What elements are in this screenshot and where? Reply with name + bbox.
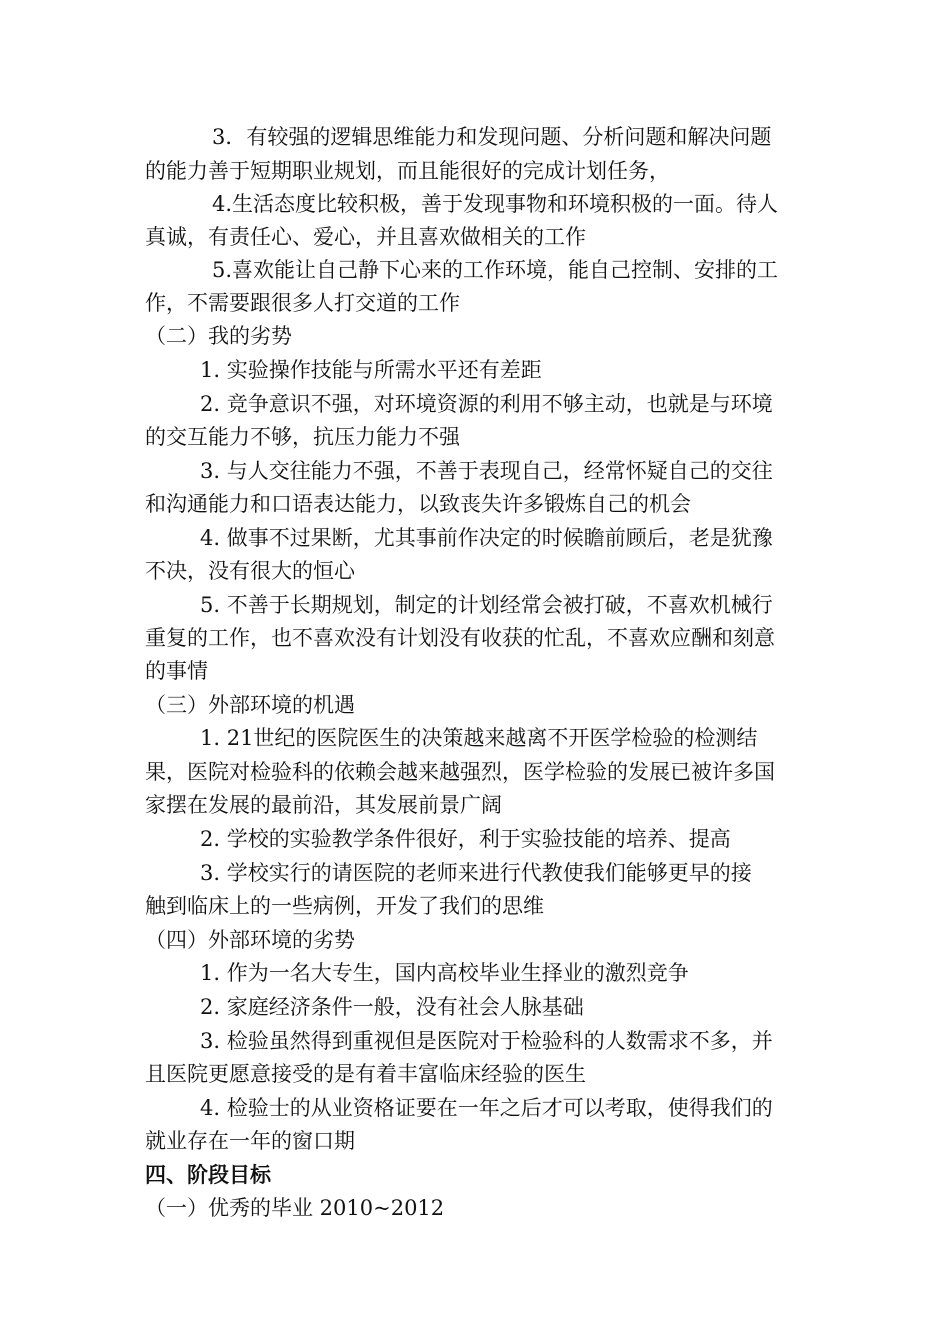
- text-line: 2. 家庭经济条件一般，没有社会人脉基础: [200, 995, 584, 1019]
- text-line: 1. 实验操作技能与所需水平还有差距: [200, 358, 542, 382]
- text-line: 3．有较强的逻辑思维能力和发现问题、分析问题和解决问题: [212, 125, 772, 149]
- text-line: 家摆在发展的最前沿，其发展前景广阔: [145, 793, 502, 817]
- text-line: 3. 检验虽然得到重视但是医院对于检验科的人数需求不多，并: [200, 1029, 773, 1053]
- text-line: 和沟通能力和口语表达能力，以致丧失许多锻炼自己的机会: [145, 492, 691, 516]
- text-line: 的交互能力不够，抗压力能力不强: [145, 425, 460, 449]
- text-line: 1. 作为一名大专生，国内高校毕业生择业的激烈竞争: [200, 961, 689, 985]
- text-line: 不决，没有很大的恒心: [145, 559, 355, 583]
- text-line: 3. 与人交往能力不强，不善于表现自己，经常怀疑自己的交往: [200, 459, 773, 483]
- text-line: 触到临床上的一些病例，开发了我们的思维: [145, 894, 544, 918]
- text-line: 的能力善于短期职业规划，而且能很好的完成计划任务，: [145, 159, 670, 183]
- text-line: 重复的工作，也不喜欢没有计划没有收获的忙乱，不喜欢应酬和刻意: [145, 626, 775, 650]
- text-line: 就业存在一年的窗口期: [145, 1129, 355, 1153]
- text-line: 2. 学校的实验教学条件很好，利于实验技能的培养、提高: [200, 827, 731, 851]
- text-line: 3. 学校实行的请医院的老师来进行代教使我们能够更早的接: [200, 861, 752, 885]
- text-line: 真诚，有责任心、爱心，并且喜欢做相关的工作: [145, 225, 586, 249]
- text-line: 1. 21世纪的医院医生的决策越来越离不开医学检验的检测结: [200, 726, 758, 750]
- text-line: 2. 竞争意识不强，对环境资源的利用不够主动，也就是与环境: [200, 392, 773, 416]
- text-line: 且医院更愿意接受的是有着丰富临床经验的医生: [145, 1062, 586, 1086]
- section-heading: （三）外部环境的机遇: [145, 693, 355, 717]
- text-line: 4. 做事不过果断，尤其事前作决定的时候瞻前顾后，老是犹豫: [200, 526, 773, 550]
- text-line: 4.生活态度比较积极，善于发现事物和环境积极的一面。待人: [212, 192, 779, 216]
- section-heading: （一）优秀的毕业 2010~2012: [145, 1196, 445, 1220]
- section-heading: （四）外部环境的劣势: [145, 928, 355, 952]
- text-line: 作，不需要跟很多人打交道的工作: [145, 291, 460, 315]
- text-line: 的事情: [145, 659, 208, 683]
- text-line: 4. 检验士的从业资格证要在一年之后才可以考取，使得我们的: [200, 1096, 773, 1120]
- chapter-heading: 四、阶段目标: [145, 1163, 271, 1187]
- text-line: 5. 不善于长期规划，制定的计划经常会被打破，不喜欢机械行: [200, 593, 773, 617]
- text-line: 5.喜欢能让自己静下心来的工作环境，能自己控制、安排的工: [212, 258, 779, 282]
- text-line: 果，医院对检验科的依赖会越来越强烈，医学检验的发展已被许多国: [145, 760, 775, 784]
- section-heading: （二）我的劣势: [145, 324, 292, 348]
